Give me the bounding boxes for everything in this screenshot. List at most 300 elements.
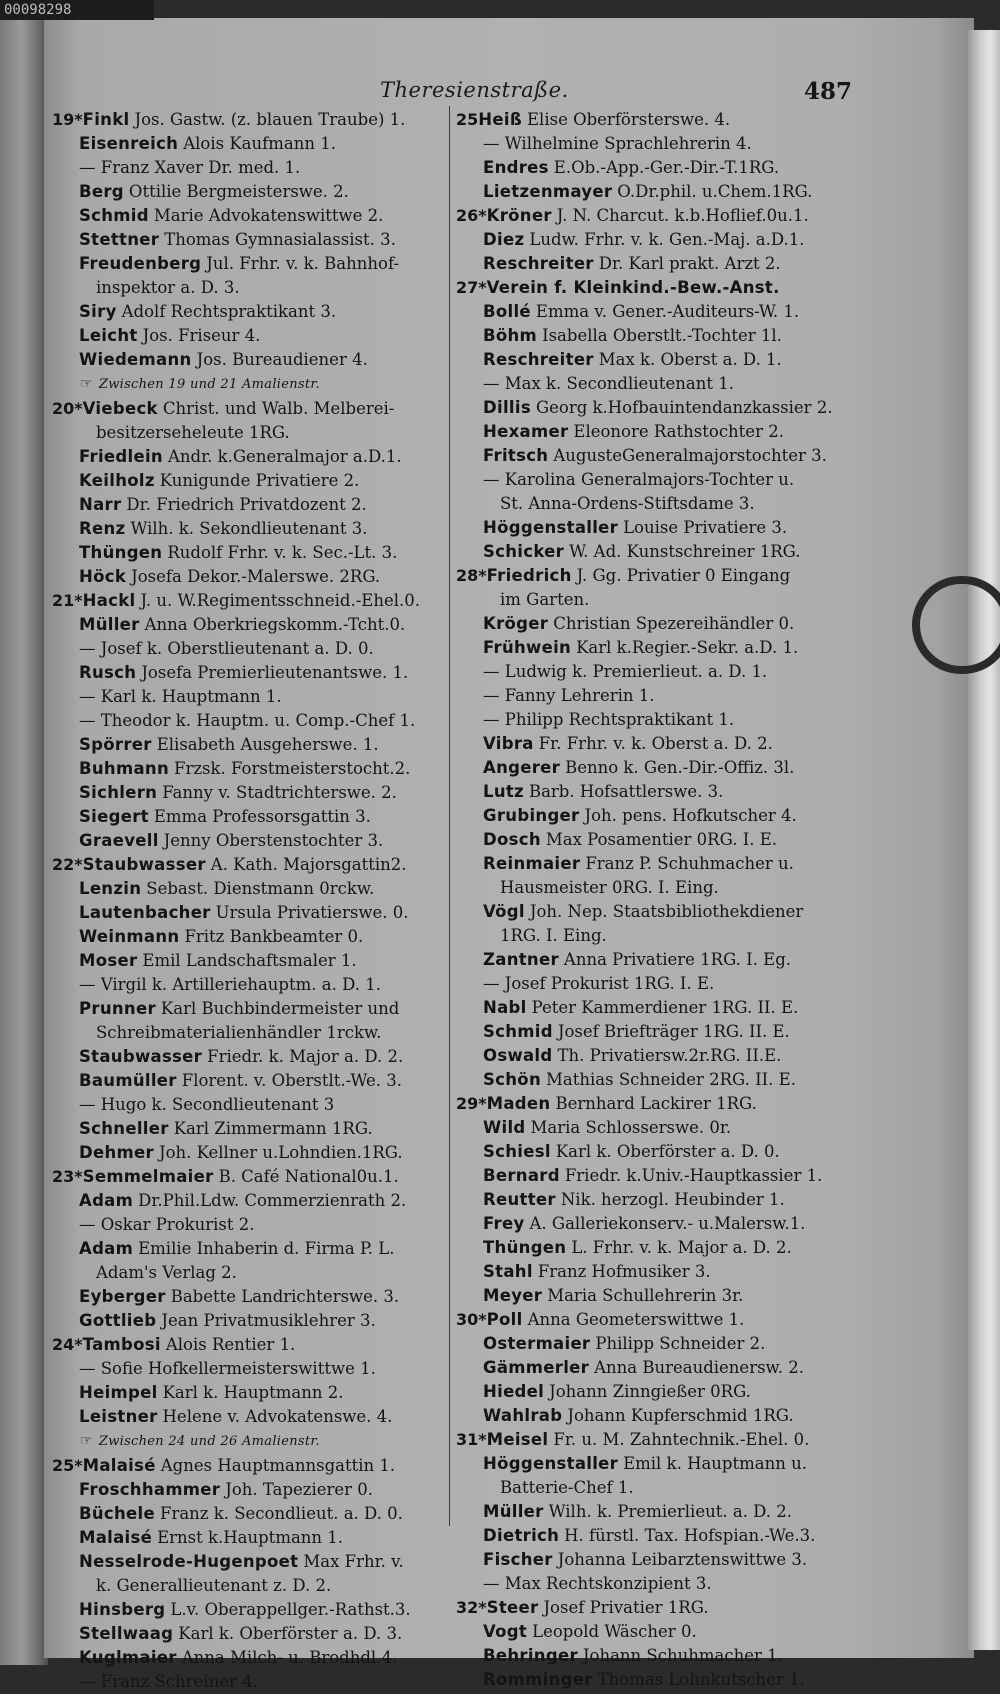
resident-details: Kunigunde Privatiere 2. bbox=[159, 471, 360, 490]
directory-entry bbox=[456, 396, 858, 420]
entry-continuation: Batterie-Chef 1. bbox=[500, 1478, 634, 1497]
family-member-entry: — Hugo k. Secondlieutenant 3 bbox=[79, 1095, 335, 1114]
resident-details: Fanny v. Stadtrichterswe. 2. bbox=[162, 783, 397, 802]
resident-surname: Oswald bbox=[483, 1046, 553, 1065]
directory-entry bbox=[52, 1478, 452, 1502]
resident-details: Ursula Privatierswe. 0. bbox=[215, 903, 409, 922]
resident-details: Philipp Schneider 2. bbox=[595, 1334, 766, 1353]
resident-details: Josefa Premierlieutenantswe. 1. bbox=[141, 663, 409, 682]
directory-entry bbox=[456, 348, 858, 372]
resident-details: Ottilie Bergmeisterswe. 2. bbox=[128, 182, 349, 201]
resident-details: Joh. Nep. Staatsbibliothekdiener bbox=[529, 902, 804, 921]
resident-surname: Froschhammer bbox=[79, 1480, 221, 1499]
resident-surname: Friedrich bbox=[486, 566, 572, 585]
resident-details: Benno k. Gen.-Dir.-Offiz. 3l. bbox=[565, 758, 795, 777]
resident-surname: Meyer bbox=[483, 1286, 543, 1305]
directory-entry bbox=[52, 829, 452, 853]
resident-surname: Wiedemann bbox=[79, 350, 192, 369]
resident-details: Marie Advokatenswittwe 2. bbox=[153, 206, 384, 225]
directory-entry bbox=[52, 1189, 452, 1213]
directory-entry bbox=[456, 1380, 858, 1404]
directory-entry bbox=[456, 1548, 858, 1572]
house-number: 19* bbox=[52, 110, 83, 129]
directory-entry bbox=[52, 541, 452, 565]
directory-entry bbox=[456, 420, 858, 444]
resident-details: Anna Privatiere 1RG. I. Eg. bbox=[563, 950, 792, 969]
resident-surname: Steer bbox=[486, 1598, 539, 1617]
directory-entry bbox=[52, 204, 452, 228]
resident-surname: Bollé bbox=[483, 302, 531, 321]
directory-entry bbox=[456, 1524, 858, 1548]
resident-surname: Müller bbox=[79, 615, 140, 634]
resident-details: Th. Privatiersw.2r.RG. II.E. bbox=[557, 1046, 782, 1065]
resident-details: Elise Oberförsterswe. 4. bbox=[527, 110, 731, 129]
resident-details: Georg k.Hofbauintendanzkassier 2. bbox=[535, 398, 833, 417]
resident-details: Jos. Bureaudiener 4. bbox=[196, 350, 368, 369]
directory-entry bbox=[52, 469, 452, 493]
resident-details: Helene v. Advokatenswe. 4. bbox=[162, 1407, 393, 1426]
directory-entry bbox=[52, 1117, 452, 1141]
directory-entry bbox=[456, 732, 858, 756]
entry-continuation: k. Generallieutenant z. D. 2. bbox=[96, 1576, 332, 1595]
house-number: 30* bbox=[456, 1310, 487, 1329]
resident-surname: Lutz bbox=[483, 782, 524, 801]
resident-details: Joh. Kellner u.Lohndien.1RG. bbox=[158, 1143, 403, 1162]
directory-entry bbox=[52, 1069, 452, 1093]
resident-surname: Weinmann bbox=[79, 927, 180, 946]
resident-details: Bernhard Lackirer 1RG. bbox=[555, 1094, 757, 1113]
house-number: 27* bbox=[456, 278, 487, 297]
resident-surname: Finkl bbox=[82, 110, 130, 129]
directory-entry bbox=[456, 636, 858, 660]
directory-entry bbox=[456, 1020, 858, 1044]
resident-details: W. Ad. Kunstschreiner 1RG. bbox=[569, 542, 801, 561]
resident-details: Josefa Dekor.-Malerswe. 2RG. bbox=[131, 567, 381, 586]
directory-entry bbox=[456, 180, 858, 204]
resident-details: Isabella Oberstlt.-Tochter 1l. bbox=[542, 326, 782, 345]
directory-entry bbox=[52, 1526, 452, 1550]
directory-entry bbox=[456, 276, 858, 300]
resident-details: Anna Geometerswittwe 1. bbox=[527, 1310, 745, 1329]
resident-details: Karl k. Oberförster a. D. 3. bbox=[178, 1624, 403, 1643]
resident-surname: Berg bbox=[79, 182, 124, 201]
resident-surname: Schicker bbox=[483, 542, 565, 561]
resident-surname: Stahl bbox=[483, 1262, 533, 1281]
resident-details: J. u. W.Regimentsschneid.-Ehel.0. bbox=[140, 591, 421, 610]
page-stack-edge bbox=[968, 30, 1000, 1650]
directory-entry bbox=[456, 828, 858, 852]
directory-entry bbox=[52, 1405, 452, 1429]
directory-entry bbox=[456, 1164, 858, 1188]
resident-details: Jul. Frhr. v. k. Bahnhof- bbox=[206, 254, 400, 273]
directory-entry bbox=[52, 1141, 452, 1165]
house-number: 24* bbox=[52, 1335, 83, 1354]
running-head: Theresienstraße. bbox=[380, 78, 569, 102]
resident-details: Elisabeth Ausgeherswe. 1. bbox=[156, 735, 379, 754]
entry-continuation: besitzerseheleute 1RG. bbox=[96, 423, 290, 442]
directory-entry bbox=[52, 517, 452, 541]
resident-surname: Eisenreich bbox=[79, 134, 179, 153]
directory-entry bbox=[456, 1068, 858, 1092]
resident-details: Friedr. k.Univ.-Hauptkassier 1. bbox=[564, 1166, 823, 1185]
resident-surname: Leicht bbox=[79, 326, 138, 345]
family-member-entry: — Philipp Rechtspraktikant 1. bbox=[483, 710, 735, 729]
directory-entry bbox=[52, 1285, 452, 1309]
resident-surname: Lenzin bbox=[79, 879, 142, 898]
resident-surname: Höggenstaller bbox=[483, 1454, 619, 1473]
directory-entry bbox=[456, 1116, 858, 1140]
directory-entry bbox=[52, 661, 452, 685]
family-member-entry: — Josef k. Oberstlieutenant a. D. 0. bbox=[79, 639, 374, 658]
family-member-entry: — Wilhelmine Sprachlehrerin 4. bbox=[483, 134, 752, 153]
directory-entry bbox=[52, 445, 452, 469]
directory-entry bbox=[52, 1646, 452, 1670]
resident-details: Karl k.Regier.-Sekr. a.D. 1. bbox=[576, 638, 799, 657]
directory-entry bbox=[456, 1332, 858, 1356]
house-number: 28* bbox=[456, 566, 487, 585]
resident-surname: Narr bbox=[79, 495, 122, 514]
resident-surname: Schneller bbox=[79, 1119, 169, 1138]
resident-surname: Ostermaier bbox=[483, 1334, 591, 1353]
resident-surname: Meisel bbox=[486, 1430, 549, 1449]
resident-surname: Kröger bbox=[483, 614, 549, 633]
resident-details: Emil Landschaftsmaler 1. bbox=[142, 951, 357, 970]
resident-surname: Moser bbox=[79, 951, 138, 970]
resident-surname: Poll bbox=[486, 1310, 523, 1329]
directory-entry bbox=[52, 1502, 452, 1526]
resident-details: Ludw. Frhr. v. k. Gen.-Maj. a.D.1. bbox=[529, 230, 805, 249]
resident-surname: Diez bbox=[483, 230, 525, 249]
resident-surname: Wahlrab bbox=[483, 1406, 563, 1425]
resident-details: Karl Buchbindermeister und bbox=[160, 999, 400, 1018]
family-member-entry: — Max k. Secondlieutenant 1. bbox=[483, 374, 734, 393]
resident-details: A. Galleriekonserv.- u.Malersw.1. bbox=[529, 1214, 806, 1233]
directory-entry bbox=[52, 1333, 452, 1357]
resident-surname: Reschreiter bbox=[483, 254, 594, 273]
resident-surname: Thüngen bbox=[483, 1238, 567, 1257]
family-member-entry: — Josef Prokurist 1RG. I. E. bbox=[483, 974, 715, 993]
entry-continuation: Schreibmaterialienhändler 1rckw. bbox=[96, 1023, 382, 1042]
resident-surname: Baumüller bbox=[79, 1071, 177, 1090]
right-column bbox=[456, 108, 858, 1692]
resident-surname: Viebeck bbox=[82, 399, 158, 418]
resident-details: Fr. u. M. Zahntechnik.-Ehel. 0. bbox=[553, 1430, 810, 1449]
directory-entry bbox=[52, 853, 452, 877]
resident-surname: Hinsberg bbox=[79, 1600, 166, 1619]
resident-surname: Angerer bbox=[483, 758, 561, 777]
resident-surname: Hiedel bbox=[483, 1382, 545, 1401]
resident-details: Eleonore Rathstochter 2. bbox=[573, 422, 784, 441]
directory-entry bbox=[456, 252, 858, 276]
resident-surname: Rusch bbox=[79, 663, 137, 682]
directory-entry bbox=[456, 228, 858, 252]
resident-details: Emma Professorsgattin 3. bbox=[153, 807, 371, 826]
resident-surname: Fischer bbox=[483, 1550, 553, 1569]
resident-details: Karl Zimmermann 1RG. bbox=[173, 1119, 373, 1138]
resident-details: Ernst k.Hauptmann 1. bbox=[157, 1528, 344, 1547]
resident-surname: Höggenstaller bbox=[483, 518, 619, 537]
resident-details: Adolf Rechtspraktikant 3. bbox=[121, 302, 337, 321]
resident-details: Maria Schlosserswe. 0r. bbox=[530, 1118, 732, 1137]
resident-details: Fr. Frhr. v. k. Oberst a. D. 2. bbox=[538, 734, 773, 753]
family-member-entry: — Franz Schreiner 4. bbox=[79, 1672, 258, 1691]
resident-details: Johann Kupferschmid 1RG. bbox=[567, 1406, 794, 1425]
resident-details: Rudolf Frhr. v. k. Sec.-Lt. 3. bbox=[167, 543, 398, 562]
resident-surname: Dosch bbox=[483, 830, 541, 849]
directory-entry bbox=[456, 516, 858, 540]
resident-surname: Renz bbox=[79, 519, 126, 538]
resident-details: Emil k. Hauptmann u. bbox=[623, 1454, 807, 1473]
directory-entry bbox=[456, 1428, 858, 1452]
resident-surname: Verein f. Kleinkind.-Bew.-Anst. bbox=[486, 278, 780, 297]
directory-entry bbox=[456, 852, 858, 876]
directory-entry bbox=[52, 108, 452, 132]
resident-details: Frzsk. Forstmeisterstocht.2. bbox=[174, 759, 411, 778]
resident-surname: Bernard bbox=[483, 1166, 560, 1185]
directory-entry bbox=[52, 397, 452, 421]
resident-surname: Vogt bbox=[483, 1622, 528, 1641]
directory-entry bbox=[456, 1356, 858, 1380]
directory-entry bbox=[456, 756, 858, 780]
resident-surname: Malaisé bbox=[82, 1456, 156, 1475]
resident-details: Nik. herzogl. Heubinder 1. bbox=[560, 1190, 785, 1209]
family-member-entry: — Max Rechtskonzipient 3. bbox=[483, 1574, 712, 1593]
house-number: 25* bbox=[52, 1456, 83, 1475]
resident-details: Josef Briefträger 1RG. II. E. bbox=[557, 1022, 790, 1041]
resident-details: Florent. v. Oberstlt.-We. 3. bbox=[181, 1071, 402, 1090]
resident-details: J. Gg. Privatier 0 Eingang bbox=[576, 566, 791, 585]
resident-details: A. Kath. Majorsgattin2. bbox=[210, 855, 407, 874]
directory-entry bbox=[52, 613, 452, 637]
directory-entry bbox=[52, 228, 452, 252]
resident-details: H. fürstl. Tax. Hofspian.-We.3. bbox=[564, 1526, 816, 1545]
resident-surname: Reinmaier bbox=[483, 854, 581, 873]
directory-entry bbox=[456, 300, 858, 324]
directory-entry bbox=[52, 180, 452, 204]
page-number: 487 bbox=[804, 78, 853, 105]
resident-surname: Nabl bbox=[483, 998, 527, 1017]
resident-surname: Thüngen bbox=[79, 543, 163, 562]
directory-entry bbox=[52, 1237, 452, 1261]
directory-entry bbox=[456, 108, 858, 132]
resident-surname: Büchele bbox=[79, 1504, 155, 1523]
resident-surname: Eyberger bbox=[79, 1287, 166, 1306]
resident-surname: Staubwasser bbox=[82, 855, 206, 874]
resident-surname: Leistner bbox=[79, 1407, 158, 1426]
cross-street-text: Zwischen 19 und 21 Amalienstr. bbox=[98, 377, 320, 392]
resident-surname: Dillis bbox=[483, 398, 531, 417]
family-member-entry: — Theodor k. Hauptm. u. Comp.-Chef 1. bbox=[79, 711, 416, 730]
directory-entry bbox=[52, 589, 452, 613]
resident-details: Anna Milch- u. Brodhdl.4. bbox=[181, 1648, 398, 1667]
resident-details: J. N. Charcut. k.b.Hoflief.0u.1. bbox=[556, 206, 809, 225]
resident-details: Leopold Wäscher 0. bbox=[532, 1622, 697, 1641]
left-column bbox=[52, 108, 452, 1694]
resident-details: B. Café National0u.1. bbox=[218, 1167, 399, 1186]
resident-surname: Schmid bbox=[483, 1022, 553, 1041]
house-number: 29* bbox=[456, 1094, 487, 1113]
resident-surname: Maden bbox=[486, 1094, 551, 1113]
directory-entry bbox=[52, 1598, 452, 1622]
family-member-entry: — Fanny Lehrerin 1. bbox=[483, 686, 655, 705]
family-member-entry: — Virgil k. Artilleriehauptm. a. D. 1. bbox=[79, 975, 381, 994]
family-member-entry: — Karl k. Hauptmann 1. bbox=[79, 687, 282, 706]
entry-continuation: im Garten. bbox=[500, 590, 590, 609]
directory-entry bbox=[456, 1644, 858, 1668]
resident-details: L.v. Oberappellger.-Rathst.3. bbox=[170, 1600, 411, 1619]
directory-entry bbox=[456, 204, 858, 228]
resident-details: Johann Schuhmacher 1. bbox=[582, 1646, 783, 1665]
family-member-entry: — Franz Xaver Dr. med. 1. bbox=[79, 158, 301, 177]
resident-surname: Siegert bbox=[79, 807, 149, 826]
resident-details: L. Frhr. v. k. Major a. D. 2. bbox=[571, 1238, 792, 1257]
directory-entry bbox=[52, 493, 452, 517]
directory-entry bbox=[52, 925, 452, 949]
resident-details: Franz P. Schuhmacher u. bbox=[585, 854, 794, 873]
resident-surname: Malaisé bbox=[79, 1528, 153, 1547]
directory-entry bbox=[52, 781, 452, 805]
resident-details: Dr. Karl prakt. Arzt 2. bbox=[598, 254, 781, 273]
entry-continuation: 1RG. I. Eing. bbox=[500, 926, 607, 945]
resident-details: Friedr. k. Major a. D. 2. bbox=[207, 1047, 404, 1066]
directory-entry bbox=[52, 252, 452, 276]
previous-page-edge bbox=[0, 0, 48, 1665]
resident-details: Wilh. k. Sekondlieutenant 3. bbox=[130, 519, 368, 538]
cross-street-note bbox=[52, 372, 452, 397]
resident-surname: Behringer bbox=[483, 1646, 578, 1665]
resident-surname: Prunner bbox=[79, 999, 156, 1018]
resident-surname: Böhm bbox=[483, 326, 538, 345]
resident-surname: Graevell bbox=[79, 831, 159, 850]
resident-details: E.Ob.-App.-Ger.-Dir.-T.1RG. bbox=[553, 158, 780, 177]
house-number: 25 bbox=[456, 110, 479, 129]
directory-entry bbox=[456, 1284, 858, 1308]
resident-details: Alois Kaufmann 1. bbox=[183, 134, 336, 153]
entry-continuation: Adam's Verlag 2. bbox=[96, 1263, 237, 1282]
pointing-hand-icon: ☞ bbox=[80, 1433, 93, 1449]
resident-details: Karl k. Hauptmann 2. bbox=[162, 1383, 344, 1402]
resident-surname: Höck bbox=[79, 567, 127, 586]
directory-entry bbox=[456, 1500, 858, 1524]
resident-surname: Gottlieb bbox=[79, 1311, 157, 1330]
resident-surname: Reschreiter bbox=[483, 350, 594, 369]
directory-entry bbox=[456, 1596, 858, 1620]
resident-details: Louise Privatiere 3. bbox=[623, 518, 788, 537]
resident-surname: Vibra bbox=[483, 734, 534, 753]
resident-details: Jos. Gastw. (z. blauen Traube) 1. bbox=[134, 110, 406, 129]
resident-details: Emma v. Gener.-Auditeurs-W. 1. bbox=[535, 302, 800, 321]
directory-entry bbox=[456, 1308, 858, 1332]
resident-details: Johann Zinngießer 0RG. bbox=[549, 1382, 751, 1401]
resident-details: Barb. Hofsattlerswe. 3. bbox=[528, 782, 724, 801]
directory-entry bbox=[52, 1550, 452, 1574]
resident-surname: Fritsch bbox=[483, 446, 549, 465]
directory-entry bbox=[456, 1044, 858, 1068]
directory-entry bbox=[456, 1668, 858, 1692]
pointing-hand-icon: ☞ bbox=[80, 376, 93, 392]
directory-entry bbox=[456, 780, 858, 804]
directory-entry bbox=[52, 877, 452, 901]
directory-entry bbox=[456, 1620, 858, 1644]
house-number: 31* bbox=[456, 1430, 487, 1449]
directory-entry bbox=[456, 1236, 858, 1260]
directory-entry bbox=[456, 1092, 858, 1116]
directory-entry bbox=[52, 949, 452, 973]
resident-surname: Vögl bbox=[483, 902, 525, 921]
resident-surname: Semmelmaier bbox=[82, 1167, 214, 1186]
directory-entry bbox=[52, 733, 452, 757]
family-member-entry: — Oskar Prokurist 2. bbox=[79, 1215, 255, 1234]
resident-surname: Stellwaag bbox=[79, 1624, 174, 1643]
directory-entry bbox=[456, 1188, 858, 1212]
directory-entry bbox=[52, 1454, 452, 1478]
resident-details: Franz k. Secondlieut. a. D. 0. bbox=[160, 1504, 403, 1523]
directory-entry bbox=[52, 1165, 452, 1189]
directory-entry bbox=[52, 997, 452, 1021]
house-number: 26* bbox=[456, 206, 487, 225]
resident-details: Joh. pens. Hofkutscher 4. bbox=[584, 806, 797, 825]
resident-surname: Keilholz bbox=[79, 471, 155, 490]
directory-entry bbox=[456, 540, 858, 564]
resident-details: Maria Schullehrerin 3r. bbox=[547, 1286, 744, 1305]
house-number: 22* bbox=[52, 855, 83, 874]
resident-surname: Grubinger bbox=[483, 806, 580, 825]
resident-surname: Endres bbox=[483, 158, 549, 177]
directory-entry bbox=[52, 1381, 452, 1405]
resident-details: AugusteGeneralmajorstochter 3. bbox=[553, 446, 827, 465]
resident-surname: Staubwasser bbox=[79, 1047, 203, 1066]
resident-details: Babette Landrichterswe. 3. bbox=[170, 1287, 400, 1306]
directory-entry bbox=[52, 300, 452, 324]
resident-details: Peter Kammerdiener 1RG. II. E. bbox=[531, 998, 799, 1017]
scan-id-label: 00098298 bbox=[0, 0, 154, 20]
house-number: 32* bbox=[456, 1598, 487, 1617]
resident-details: O.Dr.phil. u.Chem.1RG. bbox=[617, 182, 813, 201]
resident-details: Mathias Schneider 2RG. II. E. bbox=[546, 1070, 796, 1089]
resident-surname: Tambosi bbox=[82, 1335, 161, 1354]
directory-entry bbox=[456, 156, 858, 180]
resident-surname: Stettner bbox=[79, 230, 160, 249]
resident-details: Max Posamentier 0RG. I. E. bbox=[545, 830, 777, 849]
resident-details: Josef Privatier 1RG. bbox=[543, 1598, 709, 1617]
directory-entry bbox=[52, 805, 452, 829]
resident-details: Christian Spezereihändler 0. bbox=[553, 614, 795, 633]
resident-surname: Adam bbox=[79, 1191, 134, 1210]
directory-entry bbox=[456, 612, 858, 636]
directory-entry bbox=[52, 1045, 452, 1069]
directory-entry bbox=[52, 1309, 452, 1333]
resident-details: Jenny Oberstenstochter 3. bbox=[163, 831, 384, 850]
resident-surname: Adam bbox=[79, 1239, 134, 1258]
entry-continuation: Hausmeister 0RG. I. Eing. bbox=[500, 878, 719, 897]
resident-surname: Dietrich bbox=[483, 1526, 560, 1545]
resident-details: Max k. Oberst a. D. 1. bbox=[598, 350, 782, 369]
resident-details: Joh. Tapezierer 0. bbox=[225, 1480, 374, 1499]
resident-surname: Heimpel bbox=[79, 1383, 158, 1402]
resident-surname: Gämmerler bbox=[483, 1358, 590, 1377]
directory-entry bbox=[456, 948, 858, 972]
resident-surname: Dehmer bbox=[79, 1143, 154, 1162]
directory-entry bbox=[456, 1452, 858, 1476]
directory-entry bbox=[52, 565, 452, 589]
resident-surname: Nesselrode-Hugenpoet bbox=[79, 1552, 299, 1571]
resident-surname: Wild bbox=[483, 1118, 526, 1137]
resident-details: Sebast. Dienstmann 0rckw. bbox=[146, 879, 375, 898]
directory-entry bbox=[52, 348, 452, 372]
directory-entry bbox=[456, 1212, 858, 1236]
resident-surname: Buhmann bbox=[79, 759, 169, 778]
resident-details: Agnes Hauptmannsgattin 1. bbox=[160, 1456, 396, 1475]
